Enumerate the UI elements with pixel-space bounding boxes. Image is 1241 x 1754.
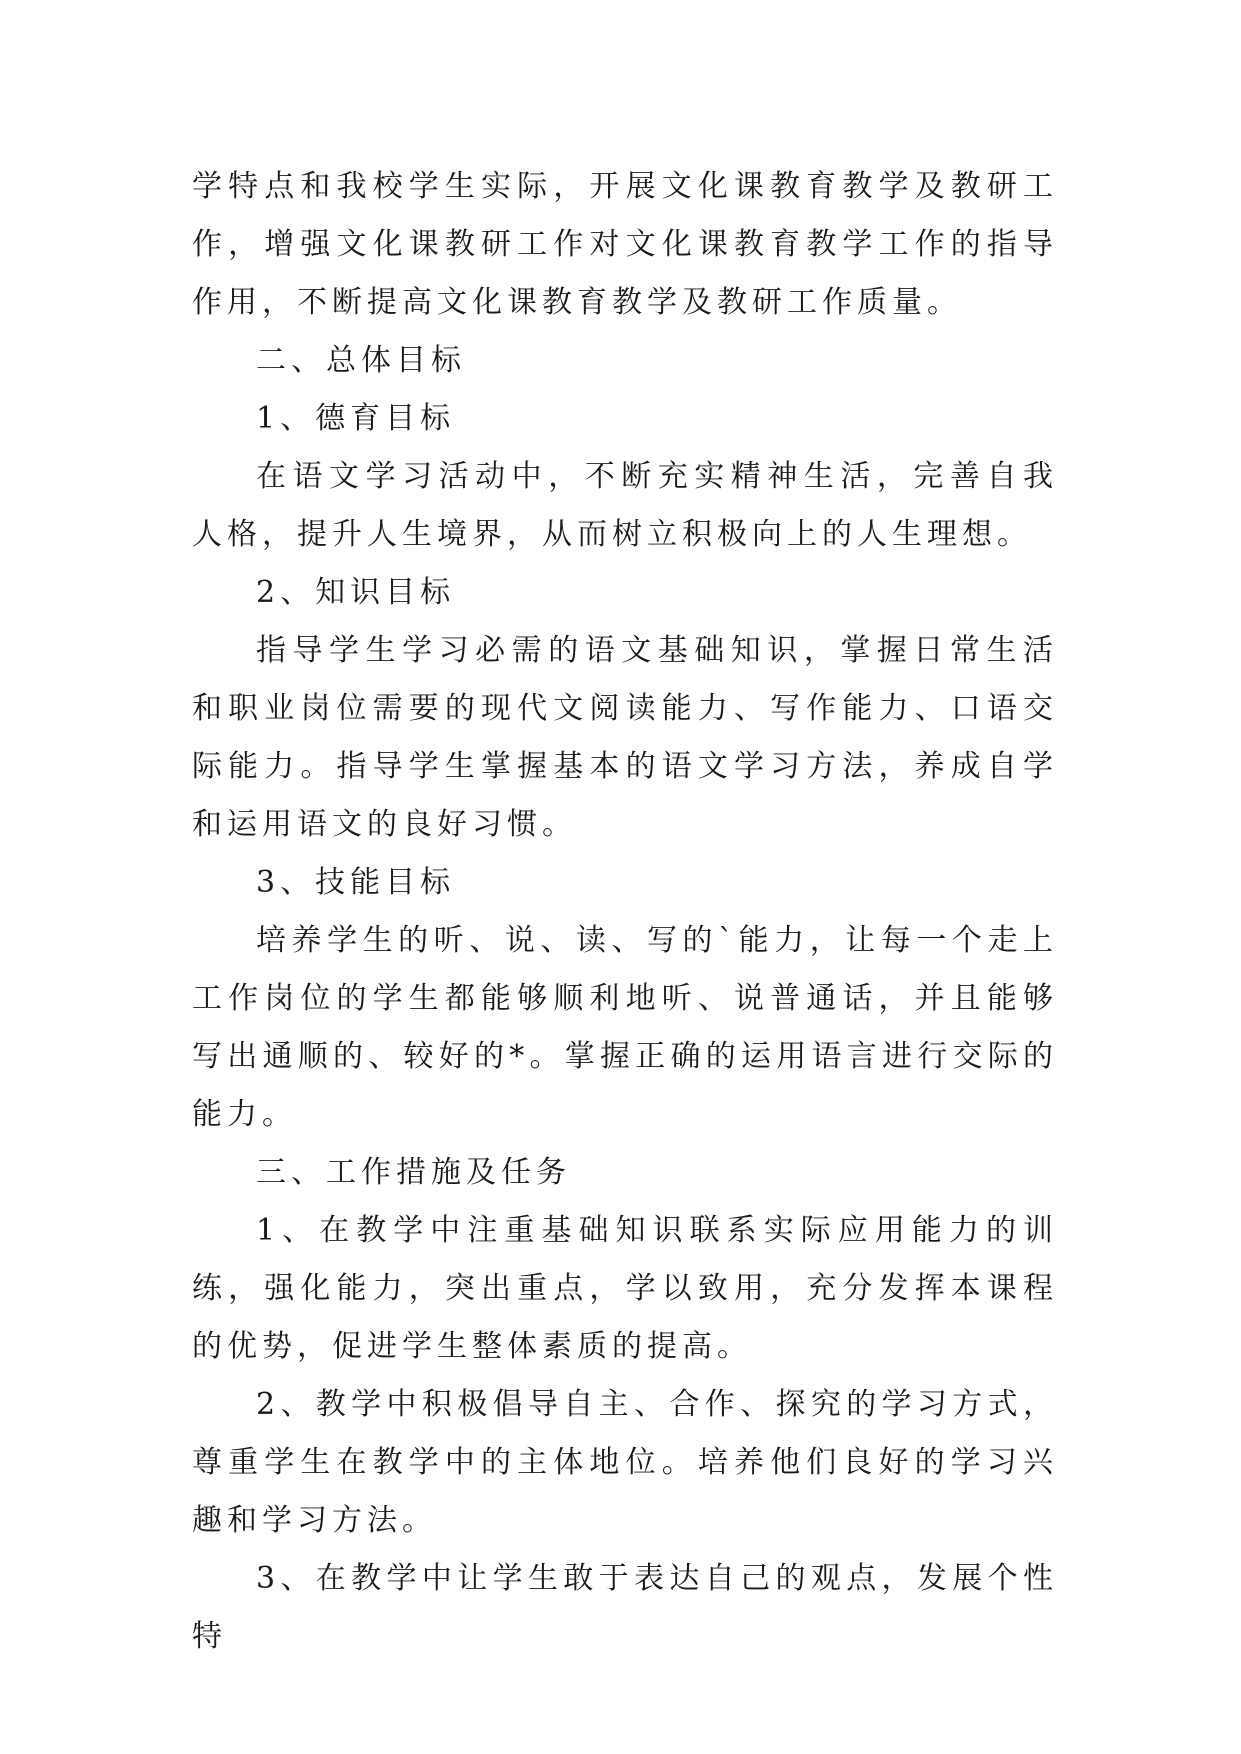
paragraph-skill-goal: 培养学生的听、说、读、写的`能力，让每一个走上工作岗位的学生都能够顺利地听、说普通话，并且能够写出通顺的、较好的*。掌握正确的运用语言进行交际的能力。 <box>192 923 1058 1132</box>
paragraph-measure-2: 2、教学中积极倡导自主、合作、探究的学习方式，尊重学生在教学中的主体地位。培养他们良好的学习兴趣和学习方法。 <box>192 1387 1058 1538</box>
paragraph-measure-1: 1、在教学中注重基础知识联系实际应用能力的训练，强化能力，突出重点，学以致用，充分发挥本课程的优势，促进学生整体素质的提高。 <box>192 1213 1058 1364</box>
paragraph-knowledge-goal: 指导学生学习必需的语文基础知识，掌握日常生活和职业岗位需要的现代文阅读能力、写作能力、口语交际能力。指导学生掌握基本的语文学习方法，养成自学和运用语文的良好习惯。 <box>192 633 1058 842</box>
section-heading-measures: 三、工作措施及任务 <box>256 1155 571 1190</box>
subheading-knowledge-goal: 2、知识目标 <box>256 575 456 610</box>
document-body <box>192 158 1058 1666</box>
paragraph-continued: 学特点和我校学生实际，开展文化课教育教学及教研工作，增强文化课教研工作对文化课教育教学工作的指导作用，不断提高文化课教育教学及教研工作质量。 <box>192 169 1058 320</box>
subheading-moral-goal: 1、德育目标 <box>256 401 456 436</box>
paragraph-moral-goal: 在语文学习活动中，不断充实精神生活，完善自我人格，提升人生境界，从而树立积极向上的人生理想。 <box>192 459 1058 552</box>
section-heading-goals: 二、总体目标 <box>256 343 466 378</box>
paragraph-measure-3: 3、在教学中让学生敢于表达自己的观点，发展个性特 <box>192 1561 1058 1654</box>
subheading-skill-goal: 3、技能目标 <box>256 865 456 900</box>
